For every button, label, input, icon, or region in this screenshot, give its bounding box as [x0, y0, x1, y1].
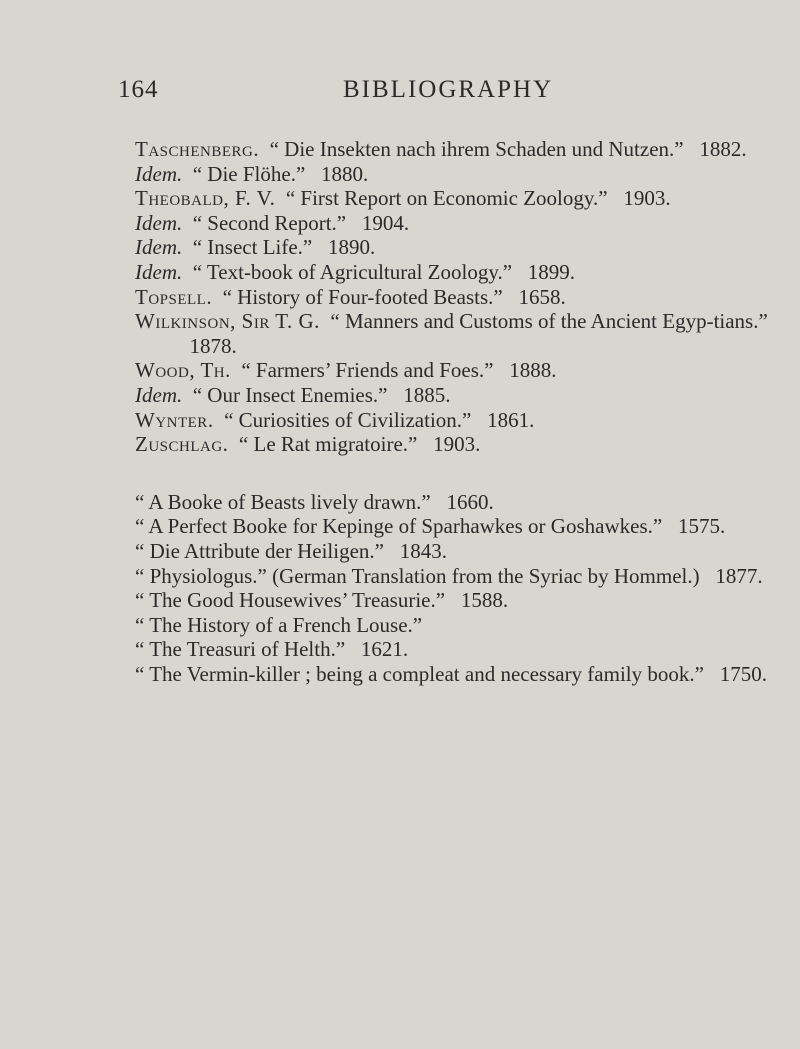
- bib-entry: [135, 383, 775, 408]
- entry-title: “ Die Attribute der Heiligen.”: [135, 538, 384, 563]
- entry-year: 1660.: [446, 489, 494, 514]
- entry-title: “ Die Insekten nach ihrem Schaden und Nutzen.”: [269, 137, 684, 161]
- entry-author: Idem.: [135, 235, 183, 260]
- entry-author: Wynter.: [135, 407, 214, 432]
- anon-entry: [135, 588, 775, 613]
- entry-title: “ Le Rat migratoire.”: [238, 432, 418, 457]
- entry-title: “ Our Insect Enemies.”: [192, 382, 388, 407]
- entry-title: “ Physiologus.” (German Translation from the Syriac by Hommel.): [135, 563, 700, 588]
- entry-year: 1880.: [321, 161, 369, 186]
- entry-title: “ The Vermin-killer ; being a compleat and necessary family book.”: [135, 661, 704, 686]
- anon-entry: [135, 490, 775, 515]
- bib-entry: [135, 408, 775, 433]
- entry-title: “ The History of a French Louse.”: [135, 612, 423, 637]
- section-gap: [135, 457, 775, 490]
- entry-year: 1877.: [715, 563, 763, 588]
- entry-title: “ Text-book of Agricultural Zoology.”: [192, 259, 513, 284]
- anon-entry: [135, 613, 775, 638]
- entry-author: Wilkinson, Sir T. G.: [135, 309, 320, 334]
- entry-year: 1899.: [527, 259, 576, 284]
- entry-year: 1904.: [361, 210, 410, 235]
- entry-title: “ A Perfect Booke for Kepinge of Sparhawkes or Goshawkes.”: [135, 514, 663, 539]
- entry-year: 1843.: [399, 538, 447, 563]
- anon-entry: [135, 539, 775, 564]
- entry-author: Idem.: [135, 210, 183, 235]
- entry-title: “ First Report on Economic Zoology.”: [285, 186, 608, 211]
- entry-year: 1890.: [328, 235, 376, 260]
- entry-title: “ History of Four-footed Beasts.”: [222, 284, 503, 309]
- bib-entry: [135, 260, 775, 285]
- entry-title: “ Die Flöhe.”: [192, 161, 306, 186]
- anon-entry: [135, 514, 775, 539]
- entry-year: 1882.: [699, 137, 747, 161]
- entry-year: 1888.: [509, 358, 557, 383]
- entry-year: 1575.: [677, 514, 726, 539]
- entry-title: “ The Treasuri of Helth.”: [135, 637, 346, 662]
- bib-entry: [135, 137, 775, 162]
- bib-entry: [135, 162, 775, 187]
- entry-title: “ Curiosities of Civilization.”: [224, 407, 472, 432]
- entry-author: Theobald, F. V.: [135, 186, 276, 211]
- anon-entry: [135, 564, 775, 589]
- entry-year: 1903.: [433, 432, 481, 457]
- page-number: 164: [118, 76, 159, 103]
- entry-title: “ Manners and Customs of the Ancient Egyp-tians.”: [330, 309, 768, 334]
- entry-author: Idem.: [135, 382, 183, 407]
- entry-year: 1750.: [719, 661, 767, 686]
- entry-author: Topsell.: [135, 284, 213, 309]
- running-head: BIBLIOGRAPHY: [343, 76, 554, 103]
- bib-entry: [135, 432, 775, 457]
- entry-title: “ Second Report.”: [192, 210, 347, 235]
- bib-entry: [135, 309, 775, 358]
- entry-author: Zuschlag.: [135, 432, 229, 457]
- entry-title: “ Farmers’ Friends and Foes.”: [241, 358, 494, 383]
- entry-year: 1878.: [189, 333, 237, 358]
- bib-entry: [135, 358, 775, 383]
- entry-title: “ A Booke of Beasts lively drawn.”: [135, 489, 431, 514]
- page-header: [118, 76, 678, 112]
- entry-year: 1621.: [360, 637, 409, 662]
- bib-entry: [135, 186, 775, 211]
- entry-year: 1658.: [518, 284, 566, 309]
- entry-title: “ Insect Life.”: [192, 235, 313, 260]
- anon-entry: [135, 662, 775, 687]
- bib-entry: [135, 285, 775, 310]
- entry-year: 1861.: [487, 407, 535, 432]
- anon-entry: [135, 637, 775, 662]
- entry-author: Idem.: [135, 161, 183, 186]
- entry-year: 1588.: [460, 588, 509, 613]
- entry-author: Wood, Th.: [135, 358, 231, 383]
- bib-entry: [135, 235, 775, 260]
- entry-author: Taschenberg.: [135, 137, 260, 161]
- entry-author: Idem.: [135, 259, 183, 284]
- bibliography-list: [135, 137, 775, 686]
- entry-title: “ The Good Housewives’ Treasurie.”: [135, 588, 446, 613]
- entry-year: 1885.: [403, 382, 451, 407]
- bib-entry: [135, 211, 775, 236]
- entry-year: 1903.: [623, 186, 671, 211]
